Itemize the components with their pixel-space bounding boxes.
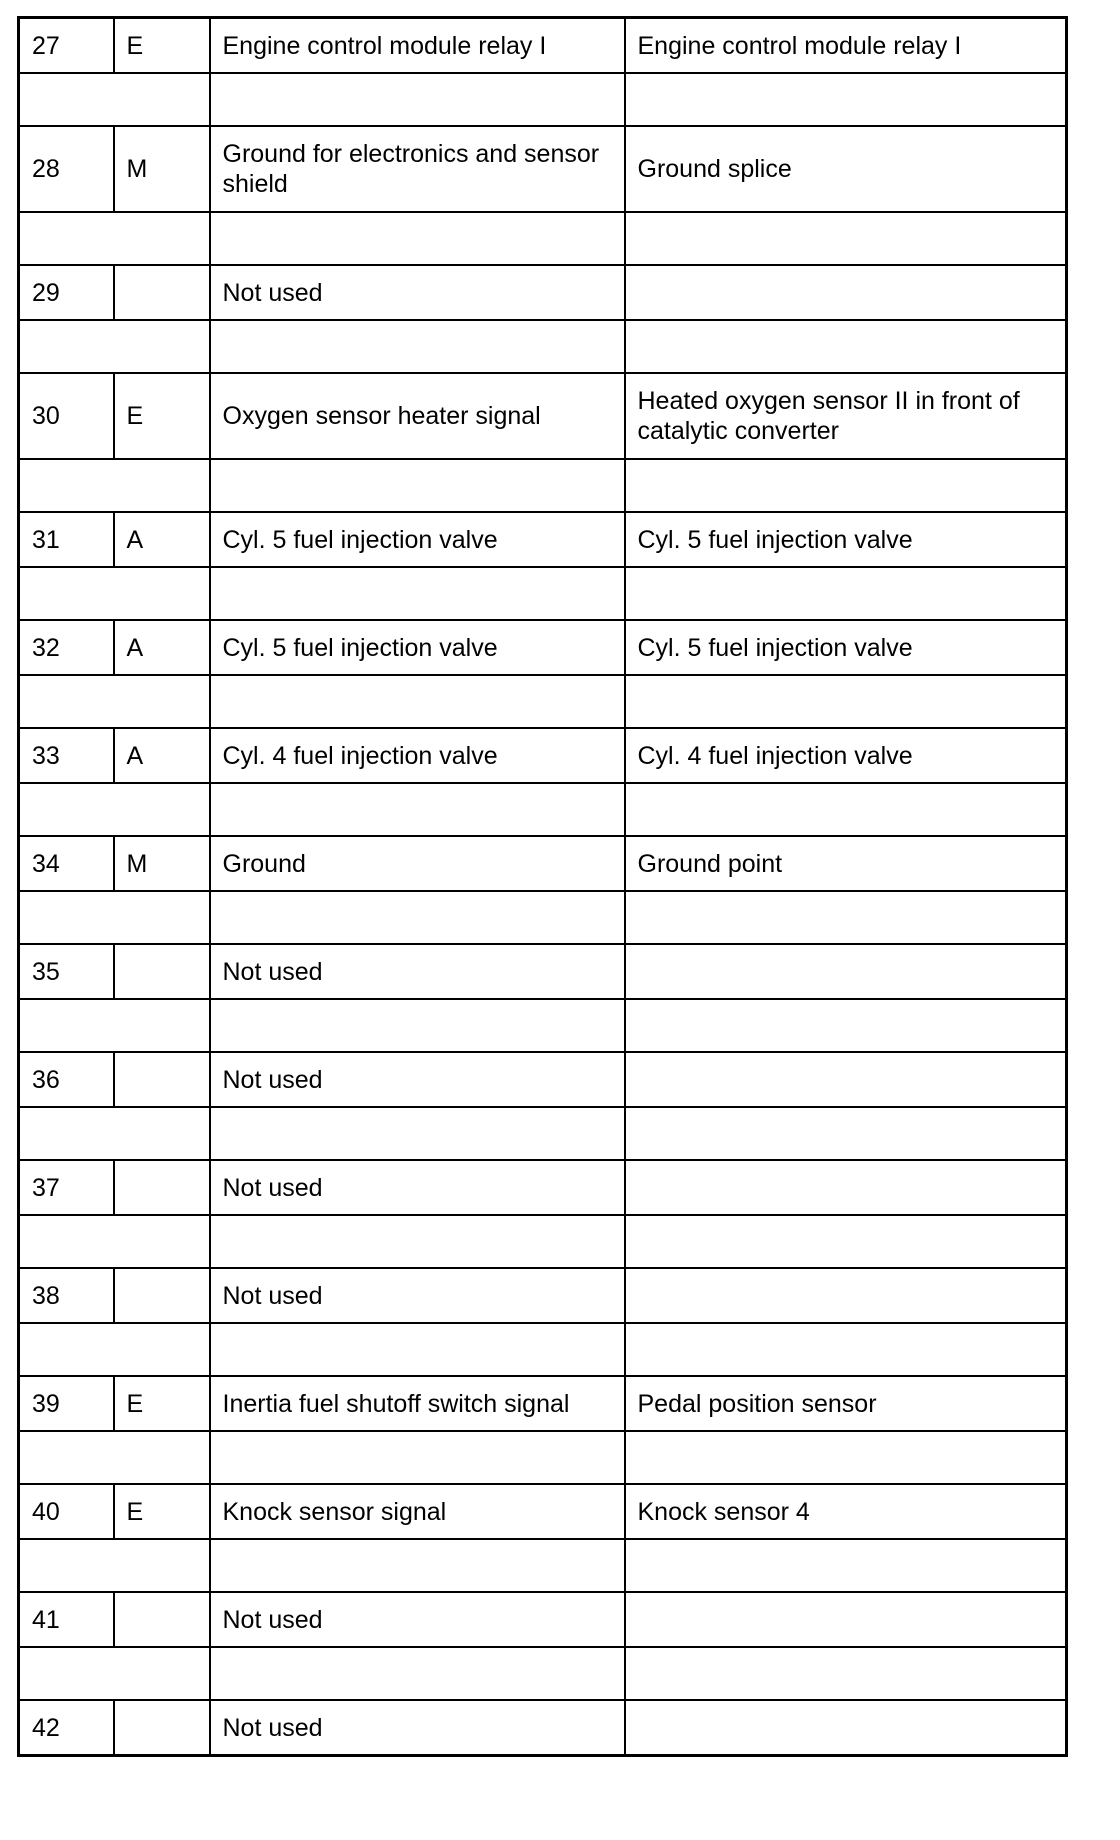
pin-number: 36 xyxy=(19,1052,114,1107)
pin-component xyxy=(625,1052,1067,1107)
pin-component: Engine control module relay I xyxy=(625,18,1067,74)
pin-number: 39 xyxy=(19,1376,114,1431)
pin-number: 37 xyxy=(19,1160,114,1215)
pin-number: 31 xyxy=(19,512,114,567)
pin-function: Oxygen sensor heater signal xyxy=(210,373,625,459)
signal-type xyxy=(114,1160,210,1215)
pin-component: Ground point xyxy=(625,836,1067,891)
table-row xyxy=(19,1484,1067,1539)
signal-type xyxy=(114,265,210,320)
spacer-row xyxy=(19,1431,1067,1484)
pin-function: Not used xyxy=(210,1052,625,1107)
table-row xyxy=(19,620,1067,675)
spacer-row xyxy=(19,675,1067,728)
table-row xyxy=(19,373,1067,459)
pin-function: Not used xyxy=(210,1700,625,1756)
signal-type xyxy=(114,1052,210,1107)
pin-function: Not used xyxy=(210,1592,625,1647)
spacer-row xyxy=(19,1323,1067,1376)
pin-component: Heated oxygen sensor II in front of catalytic converter xyxy=(625,373,1067,459)
table-row xyxy=(19,836,1067,891)
signal-type xyxy=(114,944,210,999)
spacer-row xyxy=(19,783,1067,836)
pin-function: Cyl. 4 fuel injection valve xyxy=(210,728,625,783)
signal-type: A xyxy=(114,728,210,783)
pin-component: Cyl. 5 fuel injection valve xyxy=(625,620,1067,675)
pin-component xyxy=(625,1160,1067,1215)
pin-component: Cyl. 4 fuel injection valve xyxy=(625,728,1067,783)
spacer-row xyxy=(19,567,1067,620)
pin-function: Not used xyxy=(210,944,625,999)
signal-type: M xyxy=(114,836,210,891)
table-row xyxy=(19,1700,1067,1756)
table-row xyxy=(19,1268,1067,1323)
table-row xyxy=(19,944,1067,999)
signal-type: A xyxy=(114,512,210,567)
spacer-row xyxy=(19,891,1067,944)
signal-type: E xyxy=(114,1484,210,1539)
spacer-row xyxy=(19,459,1067,512)
spacer-row xyxy=(19,1647,1067,1700)
pin-number: 40 xyxy=(19,1484,114,1539)
pin-number: 34 xyxy=(19,836,114,891)
pin-number: 42 xyxy=(19,1700,114,1756)
pin-function: Ground for electronics and sensor shield xyxy=(210,126,625,212)
signal-type xyxy=(114,1592,210,1647)
spacer-row xyxy=(19,1107,1067,1160)
pin-number: 30 xyxy=(19,373,114,459)
pin-function: Engine control module relay I xyxy=(210,18,625,74)
pin-component: Pedal position sensor xyxy=(625,1376,1067,1431)
pin-function: Not used xyxy=(210,265,625,320)
pin-number: 32 xyxy=(19,620,114,675)
pin-function: Not used xyxy=(210,1160,625,1215)
pin-assignment-table xyxy=(17,16,1068,1757)
signal-type: M xyxy=(114,126,210,212)
signal-type: E xyxy=(114,18,210,74)
table-row xyxy=(19,728,1067,783)
table-row xyxy=(19,1376,1067,1431)
pin-function: Cyl. 5 fuel injection valve xyxy=(210,620,625,675)
pin-function: Knock sensor signal xyxy=(210,1484,625,1539)
pin-component: Knock sensor 4 xyxy=(625,1484,1067,1539)
table-row xyxy=(19,126,1067,212)
pin-number: 33 xyxy=(19,728,114,783)
table-row xyxy=(19,18,1067,74)
spacer-row xyxy=(19,1539,1067,1592)
table-row xyxy=(19,1592,1067,1647)
pin-component: Ground splice xyxy=(625,126,1067,212)
pin-number: 41 xyxy=(19,1592,114,1647)
pin-function: Inertia fuel shutoff switch signal xyxy=(210,1376,625,1431)
pin-component xyxy=(625,944,1067,999)
pin-number: 35 xyxy=(19,944,114,999)
signal-type xyxy=(114,1268,210,1323)
pin-number: 27 xyxy=(19,18,114,74)
pin-number: 38 xyxy=(19,1268,114,1323)
table-row xyxy=(19,1160,1067,1215)
signal-type: E xyxy=(114,1376,210,1431)
pin-function: Ground xyxy=(210,836,625,891)
spacer-row xyxy=(19,320,1067,373)
pin-function: Cyl. 5 fuel injection valve xyxy=(210,512,625,567)
table-row xyxy=(19,1052,1067,1107)
pin-function: Not used xyxy=(210,1268,625,1323)
signal-type: A xyxy=(114,620,210,675)
spacer-row xyxy=(19,212,1067,265)
signal-type xyxy=(114,1700,210,1756)
table-row xyxy=(19,265,1067,320)
table-row xyxy=(19,512,1067,567)
pin-number: 28 xyxy=(19,126,114,212)
pin-component xyxy=(625,1592,1067,1647)
pin-component xyxy=(625,1268,1067,1323)
spacer-row xyxy=(19,999,1067,1052)
pin-component: Cyl. 5 fuel injection valve xyxy=(625,512,1067,567)
spacer-row xyxy=(19,73,1067,126)
signal-type: E xyxy=(114,373,210,459)
pin-assignment-sheet xyxy=(17,16,1065,1757)
pin-component xyxy=(625,265,1067,320)
pin-component xyxy=(625,1700,1067,1756)
spacer-row xyxy=(19,1215,1067,1268)
pin-table-body xyxy=(19,18,1067,1756)
pin-number: 29 xyxy=(19,265,114,320)
